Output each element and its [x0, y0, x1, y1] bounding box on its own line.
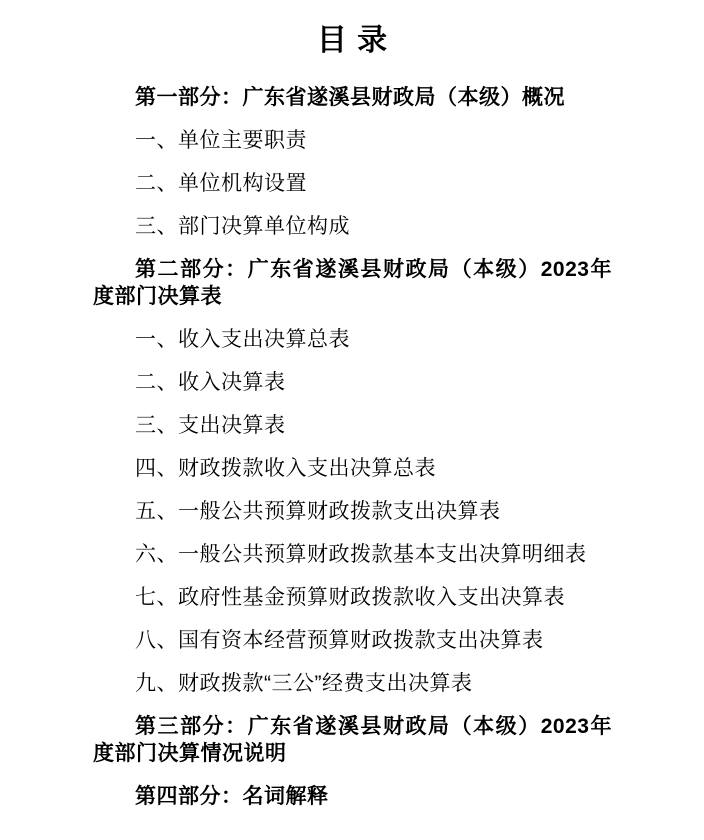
- toc-part2-item-2: 二、收入决算表: [135, 371, 286, 394]
- toc-part-3: 第三部分：广东省遂溪县财政局（本级）2023年度部门决算情况说明: [93, 715, 612, 765]
- toc-part2-item-4: 四、财政拨款收入支出决算总表: [135, 457, 436, 480]
- toc-part2-item-3: 三、支出决算表: [135, 414, 286, 437]
- toc-part2-item-9: 九、财政拨款“三公”经费支出决算表: [135, 672, 473, 695]
- table-of-contents: [93, 84, 612, 810]
- toc-part2-item-1: 一、收入支出决算总表: [135, 328, 350, 351]
- toc-part-2: 第二部分：广东省遂溪县财政局（本级）2023年度部门决算表: [93, 258, 612, 308]
- toc-part2-item-6: 六、一般公共预算财政拨款基本支出决算明细表: [135, 543, 587, 566]
- toc-part-1: 第一部分：广东省遂溪县财政局（本级）概况: [135, 86, 565, 109]
- toc-part2-item-5: 五、一般公共预算财政拨款支出决算表: [135, 500, 501, 523]
- toc-part1-item-3: 三、部门决算单位构成: [135, 215, 350, 238]
- document-title: 目 录: [316, 24, 389, 57]
- toc-part-4: 第四部分：名词解释: [135, 785, 329, 808]
- toc-part1-item-2: 二、单位机构设置: [135, 172, 307, 195]
- toc-part2-item-7: 七、政府性基金预算财政拨款收入支出决算表: [135, 586, 565, 609]
- toc-part1-item-1: 一、单位主要职责: [135, 129, 307, 152]
- toc-part2-item-8: 八、国有资本经营预算财政拨款支出决算表: [135, 629, 544, 652]
